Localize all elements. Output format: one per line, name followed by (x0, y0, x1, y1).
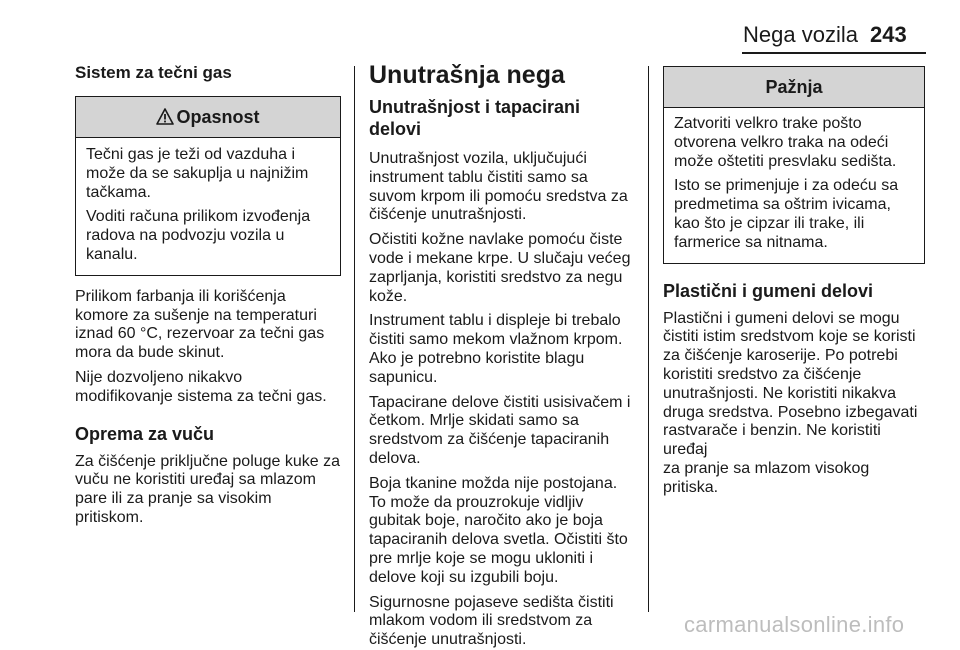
notice-box (663, 66, 925, 264)
danger-box (75, 96, 341, 276)
text-line: Ako je potrebno koristite blagu (369, 349, 585, 367)
text-line: može da se sakuplja u najnižim (86, 164, 309, 182)
text-line: sredstvom za čišćenje tapaciranih (369, 431, 610, 449)
notice-paragraph-2 (674, 177, 914, 252)
text-line: delove koji su izgubili boju. (369, 568, 559, 586)
column-left (75, 62, 341, 528)
danger-box-header (76, 97, 340, 138)
paragraph-fabric-colour (369, 475, 635, 588)
text-line: mora da bude skinut. (75, 344, 225, 362)
warning-triangle-icon (156, 108, 174, 125)
text-line: pare ili za pranje sa visokim pritiskom. (75, 490, 272, 526)
text-line: Instrument tablu i displeje bi trebalo (369, 312, 621, 330)
text-line: četkom. Mrlje skidati samo sa (369, 412, 579, 430)
text-line: Isto se primenjuje i za odeću sa (674, 177, 899, 195)
text-line: iznad 60 °C, rezervoar za tečni gas (75, 325, 325, 343)
text-line: koristiti sredstvo za čišćenje (663, 365, 862, 383)
text-line: Tečni gas je teži od vazduha i (86, 146, 296, 163)
text-line: vuču ne koristiti uređaj sa mlazom (75, 471, 316, 489)
text-line: zaprljanja, koristiti sredstvo za negu (369, 268, 623, 286)
paragraph-upholstery (369, 394, 635, 469)
danger-paragraph-2 (86, 208, 330, 264)
text-line: komore za sušenje na temperaturi (75, 306, 317, 324)
text-line: čistiti samo mekom vlažnom krpom. (369, 331, 623, 349)
chapter-title: Nega vozila (743, 22, 858, 47)
text-line: To može da prouzrokuje vidljiv (369, 493, 584, 511)
paragraph-seat-belts (369, 594, 635, 650)
text-line: otvorena velkro traka na odeći (674, 133, 889, 151)
column-divider-2 (648, 66, 649, 612)
text-line: rastvarače i benzin. Ne koristiti uređaj (663, 422, 881, 459)
paragraph-painting (75, 288, 341, 363)
text-line: instrument tablu čistiti samo sa (369, 168, 588, 186)
text-line: za pranje sa mlazom visokog pritiska. (663, 459, 870, 496)
text-line: Boja tkanine možda nije postojana. (369, 474, 618, 492)
notice-box-header: Pažnja (664, 67, 924, 108)
section-heading-plastic-rubber: Plastični i gumeni delovi (663, 280, 874, 301)
subheading-interior-upholstery: Unutrašnjost i tapacirani delovi (369, 97, 581, 139)
text-line: radova na podvozju vozila u (86, 227, 285, 245)
text-line: predmetima sa oštrim ivicama, (674, 196, 891, 214)
text-line: Unutrašnjost vozila, uključujući (369, 150, 587, 167)
notice-box-body (664, 108, 924, 263)
notice-paragraph-1 (674, 115, 914, 171)
header-rule (742, 52, 926, 54)
text-line: Tapacirane delove čistiti usisivačem i (369, 393, 631, 411)
text-line: pre mrlje koje se mogu ukloniti i (369, 549, 594, 567)
text-line: gubitak boje, naročito ako je boja (369, 512, 603, 530)
text-line: Očistiti kožne navlake pomoću čiste (369, 231, 623, 249)
column-divider-1 (354, 66, 355, 612)
paragraph-leather (369, 231, 635, 306)
paragraph-interior (369, 150, 635, 225)
text-line: Prilikom farbanja ili korišćenja (75, 287, 286, 305)
text-line: tapaciranih delova svetla. Očistiti što (369, 531, 628, 549)
section-heading-lpg: Sistem za tečni gas (75, 63, 232, 82)
paragraph-plastic-rubber (663, 310, 925, 498)
page-header (0, 22, 960, 50)
danger-label: Opasnost (176, 107, 260, 127)
column-middle (369, 60, 635, 650)
text-line: farmerice sa nitnama. (674, 233, 828, 251)
paragraph-instrument-panel (369, 312, 635, 387)
watermark: carmanualsonline.info (684, 612, 905, 637)
text-line: vode i mekane krpe. U slučaju većeg (369, 249, 631, 267)
text-line: Plastični i gumeni delovi se mogu (663, 309, 900, 327)
text-line: može oštetiti presvlaku sedišta. (674, 152, 897, 170)
text-line: čišćenje unutrašnjosti. (369, 631, 527, 649)
text-line: tačkama. (86, 183, 151, 201)
text-line: sapunicu. (369, 368, 438, 386)
text-line: Zatvoriti velkro trake pošto (674, 115, 862, 132)
text-line: Nije dozvoljeno nikakvo (75, 368, 243, 386)
text-line: Voditi računa prilikom izvođenja (86, 208, 311, 226)
text-line: modifikovanje sistema za tečni gas. (75, 387, 327, 405)
page-number: 243 (870, 22, 907, 47)
text-line: za čišćenje karoserije. Po potrebi (663, 347, 898, 365)
danger-paragraph-1 (86, 146, 330, 202)
text-line: čistiti istim sredstvom koje se koristi (663, 328, 916, 346)
section-heading-interior-care: Unutrašnja nega (369, 61, 565, 89)
danger-box-body (76, 138, 340, 275)
text-line: kanalu. (86, 245, 138, 263)
text-line: kože. (369, 287, 408, 305)
text-line: kao što je cipzar ili trake, ili (674, 214, 865, 232)
text-line: mlakom vodom ili sredstvom za (369, 612, 593, 630)
text-line: druga sredstva. Posebno izbegavati (663, 403, 918, 421)
section-heading-towing: Oprema za vuču (75, 423, 215, 444)
column-right (663, 66, 925, 498)
text-line: čišćenje unutrašnjosti. (369, 206, 527, 224)
paragraph-towing (75, 453, 341, 528)
text-line: Za čišćenje priključne poluge kuke za (75, 452, 341, 470)
text-line: delova. (369, 449, 421, 467)
text-line: Sigurnosne pojaseve sedišta čistiti (369, 593, 614, 611)
text-line: suvom krpom ili pomoću sredstva za (369, 187, 628, 205)
text-line: unutrašnjosti. Ne koristiti nikakva (663, 384, 896, 402)
paragraph-modification (75, 369, 341, 407)
